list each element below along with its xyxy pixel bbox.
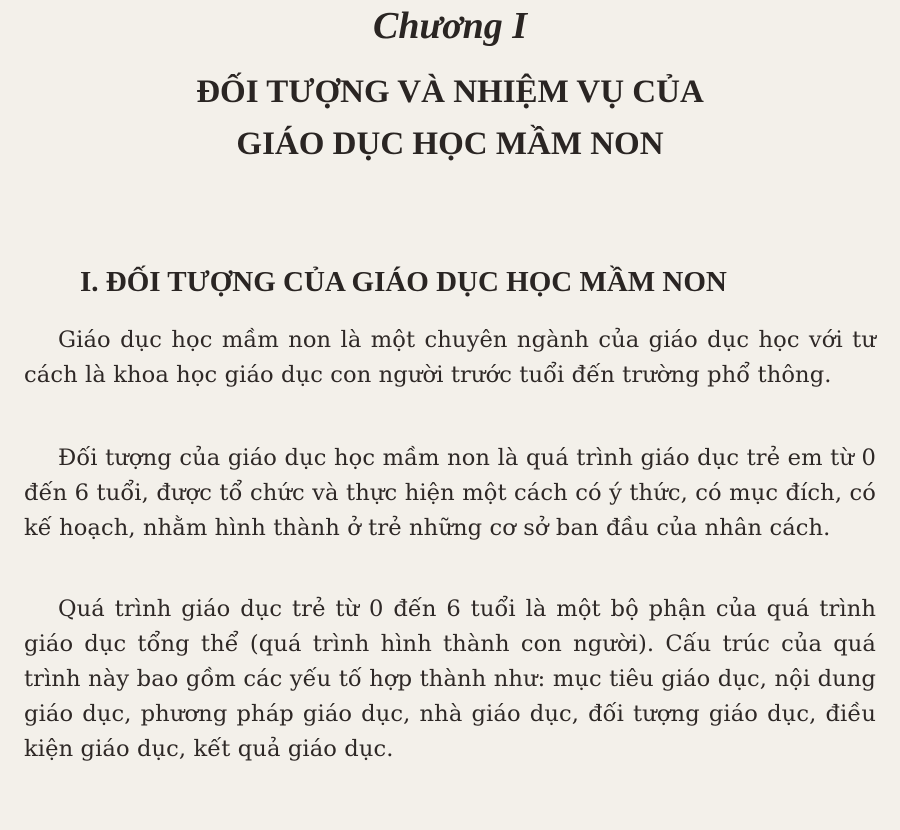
paragraph-3 — [24, 592, 876, 767]
chapter-title-line-2: GIÁO DỤC HỌC MẦM NON — [236, 126, 664, 162]
section-heading: I. ĐỐI TƯỢNG CỦA GIÁO DỤC HỌC MẦM NON — [80, 266, 727, 298]
chapter-title — [0, 66, 900, 170]
chapter-title-line-1: ĐỐI TƯỢNG VÀ NHIỆM VỤ CỦA — [196, 74, 704, 110]
paragraph-1 — [24, 323, 876, 393]
paragraph-2 — [24, 441, 876, 546]
chapter-label: Chương I — [372, 5, 528, 47]
paragraph-3-text: Quá trình giáo dục trẻ từ 0 đến 6 tuổi là một bộ phận của quá trình giáo dục tổng thể (quá trình hình thành con người). Cấu trúc của quá trình này bao gồm các yếu tố hợp thành như: mục tiêu giáo dục, nội dung giáo dục, phương pháp giáo dục, nhà giáo dục, đối tượng giáo dục, điều kiện giáo dục, kết quả giáo dục. — [24, 596, 876, 762]
paragraph-1-text: Giáo dục học mầm non là một chuyên ngành của giáo dục học với tư cách là khoa học giáo dục con người trước tuổi đến trường phổ thông. — [24, 327, 876, 388]
paragraph-2-text: Đối tượng của giáo dục học mầm non là quá trình giáo dục trẻ em từ 0 đến 6 tuổi, được tổ chức và thực hiện một cách có ý thức, có mục đích, có kế hoạch, nhằm hình thành ở trẻ những cơ sở ban đầu của nhân cách. — [24, 445, 876, 541]
